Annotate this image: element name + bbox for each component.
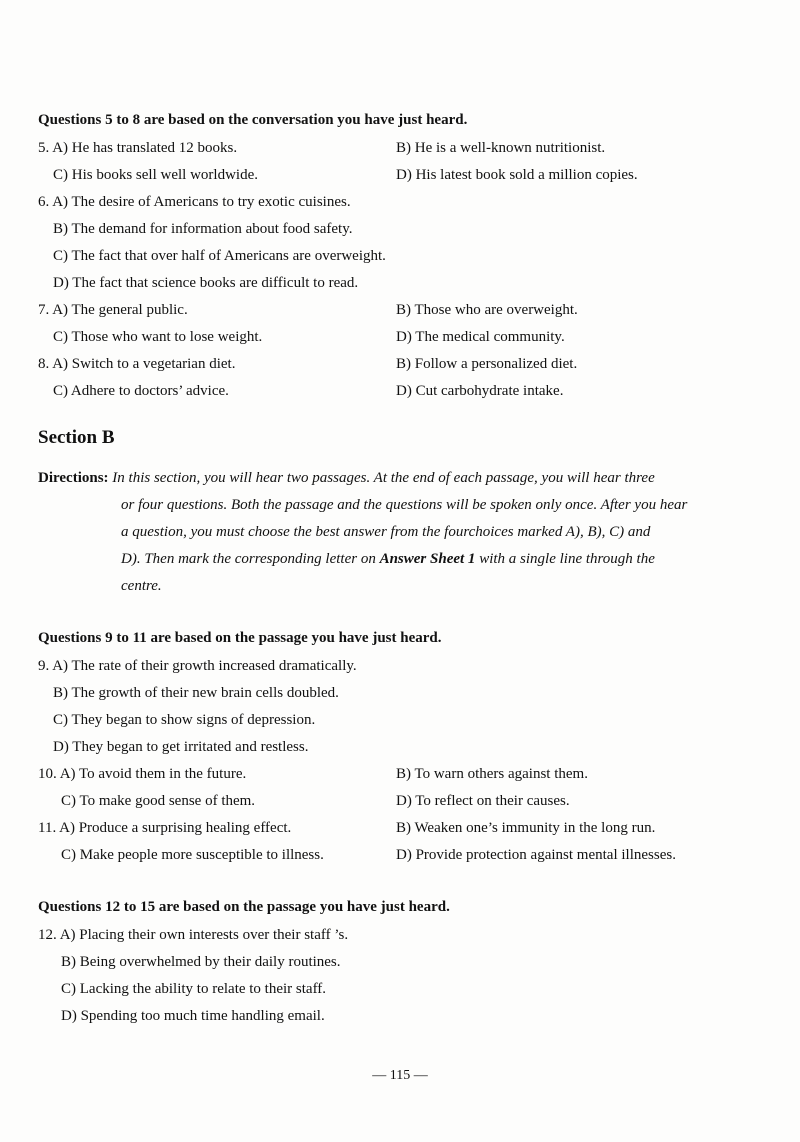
q8-option-c: C) Adhere to doctors’ advice. <box>53 383 229 399</box>
directions-text: with a single line through the <box>479 551 655 567</box>
answer-sheet-reference: Answer Sheet 1 <box>379 551 476 567</box>
question-number: 9. <box>38 658 50 674</box>
q9-option-a <box>38 657 357 675</box>
q10-option-a <box>38 765 246 783</box>
q6-option-a <box>38 193 351 211</box>
q7-option-c: C) Those who want to lose weight. <box>53 329 263 345</box>
option-text: A) To avoid them in the future. <box>59 766 247 782</box>
question-number: 10. <box>38 766 57 782</box>
directions-line-3: a question, you must choose the best answer from the fourchoices marked A), B), C) and <box>121 524 651 540</box>
question-number: 6. <box>38 194 50 210</box>
group-title-12-15: Questions 12 to 15 are based on the passage you have just heard. <box>38 899 450 915</box>
option-text: A) Placing their own interests over their staff ’s. <box>59 927 349 943</box>
q11-option-c: C) Make people more susceptible to illness. <box>61 847 324 863</box>
q6-option-c: C) The fact that over half of Americans are overweight. <box>53 248 386 264</box>
q5-option-a <box>38 139 237 157</box>
q12-option-b: B) Being overwhelmed by their daily routines. <box>61 954 341 970</box>
q9-option-c: C) They began to show signs of depression. <box>53 712 316 728</box>
q8-option-d: D) Cut carbohydrate intake. <box>396 383 564 399</box>
question-number: 7. <box>38 302 50 318</box>
q7-option-d: D) The medical community. <box>396 329 565 345</box>
option-text: A) He has translated 12 books. <box>52 140 238 156</box>
question-number: 12. <box>38 927 57 943</box>
q11-option-b: B) Weaken one’s immunity in the long run. <box>396 820 656 836</box>
q6-option-d: D) The fact that science books are difficult to read. <box>53 275 359 291</box>
q8-option-a <box>38 355 235 373</box>
q7-option-b: B) Those who are overweight. <box>396 302 578 318</box>
q11-option-a <box>38 819 291 837</box>
option-text: A) The desire of Americans to try exotic cuisines. <box>52 194 351 210</box>
page-number: — 115 — <box>372 1068 428 1083</box>
q12-option-a <box>38 926 348 944</box>
q9-option-b: B) The growth of their new brain cells doubled. <box>53 685 339 701</box>
directions-line-4 <box>121 550 655 568</box>
option-text: A) Switch to a vegetarian diet. <box>52 356 236 372</box>
option-text: A) The general public. <box>52 302 188 318</box>
directions-line-2: or four questions. Both the passage and the questions will be spoken only once. After you hear <box>121 497 688 513</box>
q9-option-d: D) They began to get irritated and restless. <box>53 739 309 755</box>
directions-line-5: centre. <box>121 578 162 594</box>
directions-text: In this section, you will hear two passages. At the end of each passage, you will hear three <box>112 470 655 486</box>
group-title-5-8: Questions 5 to 8 are based on the conversation you have just heard. <box>38 112 468 128</box>
q11-option-d: D) Provide protection against mental illnesses. <box>396 847 676 863</box>
option-text: A) Produce a surprising healing effect. <box>59 820 292 836</box>
q10-option-d: D) To reflect on their causes. <box>396 793 570 809</box>
directions-label: Directions: <box>38 470 109 486</box>
question-number: 8. <box>38 356 50 372</box>
q5-option-c: C) His books sell well worldwide. <box>53 167 258 183</box>
directions-line-1 <box>38 469 655 487</box>
question-number: 11. <box>38 820 57 836</box>
q5-option-d: D) His latest book sold a million copies. <box>396 167 638 183</box>
q5-option-b: B) He is a well-known nutritionist. <box>396 140 606 156</box>
q10-option-c: C) To make good sense of them. <box>61 793 256 809</box>
option-text: A) The rate of their growth increased dramatically. <box>52 658 357 674</box>
q12-option-d: D) Spending too much time handling email. <box>61 1008 325 1024</box>
section-b-heading: Section B <box>38 427 115 448</box>
q10-option-b: B) To warn others against them. <box>396 766 588 782</box>
directions-text: D). Then mark the corresponding letter on <box>121 551 376 567</box>
group-title-9-11: Questions 9 to 11 are based on the passage you have just heard. <box>38 630 442 646</box>
q12-option-c: C) Lacking the ability to relate to their staff. <box>61 981 327 997</box>
q7-option-a <box>38 301 188 319</box>
q8-option-b: B) Follow a personalized diet. <box>396 356 578 372</box>
q6-option-b: B) The demand for information about food safety. <box>53 221 353 237</box>
question-number: 5. <box>38 140 50 156</box>
